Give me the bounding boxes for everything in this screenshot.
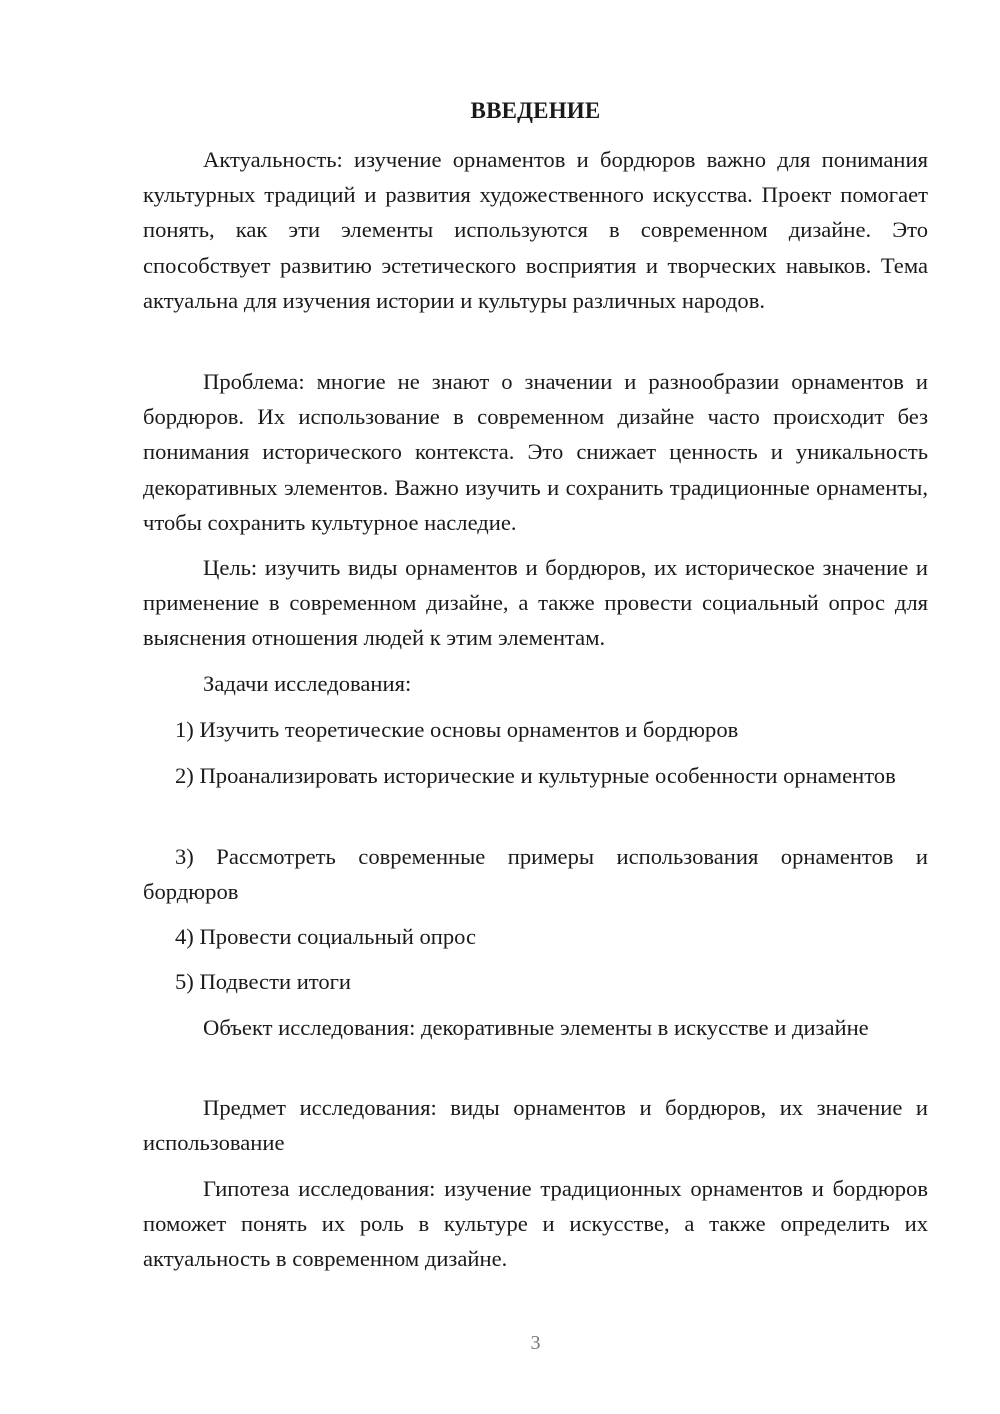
task-item-1: 1) Изучить теоретические основы орнаментов и бордюров <box>175 717 739 742</box>
paragraph-relevance: Актуальность: изучение орнаментов и бордюров важно для понимания культурных традиций и развития художественного искусства. Проект помогает понять, как эти элементы используются в современном дизайне. Это способствует развитию эстетического восприятия и творческих навыков. Тема актуальна для изучения истории и культуры различных народов. <box>143 147 928 313</box>
document-page <box>143 0 928 1414</box>
paragraph-hypothesis: Гипотеза исследования: изучение традиционных орнаментов и бордюров поможет понять их роль в культуре и искусстве, а также определить их актуальность в современном дизайне. <box>143 1176 928 1272</box>
task-item-3: 3) Рассмотреть современные примеры использования орнаментов и бордюров <box>143 844 928 905</box>
paragraph-object: Объект исследования: декоративные элементы в искусстве и дизайне <box>203 1015 869 1040</box>
paragraph-problem: Проблема: многие не знают о значении и разнообразии орнаментов и бордюров. Их использование в современном дизайне часто происходит без понимания исторического контекста. Это снижает ценность и уникальность декоративных элементов. Важно изучить и сохранить традиционные орнаменты, чтобы сохранить культурное наследие. <box>143 369 928 535</box>
paragraph-subject: Предмет исследования: виды орнаментов и бордюров, их значение и использование <box>143 1095 928 1156</box>
paragraph-goal: Цель: изучить виды орнаментов и бордюров, их историческое значение и применение в современном дизайне, а также провести социальный опрос для выяснения отношения людей к этим элементам. <box>143 555 928 651</box>
section-heading: ВВЕДЕНИЕ <box>470 98 601 123</box>
task-item-5: 5) Подвести итоги <box>175 969 352 994</box>
task-item-2: 2) Проанализировать исторические и культурные особенности орнаментов <box>175 763 896 788</box>
page-number: 3 <box>530 1332 541 1354</box>
tasks-heading: Задачи исследования: <box>203 671 412 696</box>
task-item-4: 4) Провести социальный опрос <box>175 924 477 949</box>
